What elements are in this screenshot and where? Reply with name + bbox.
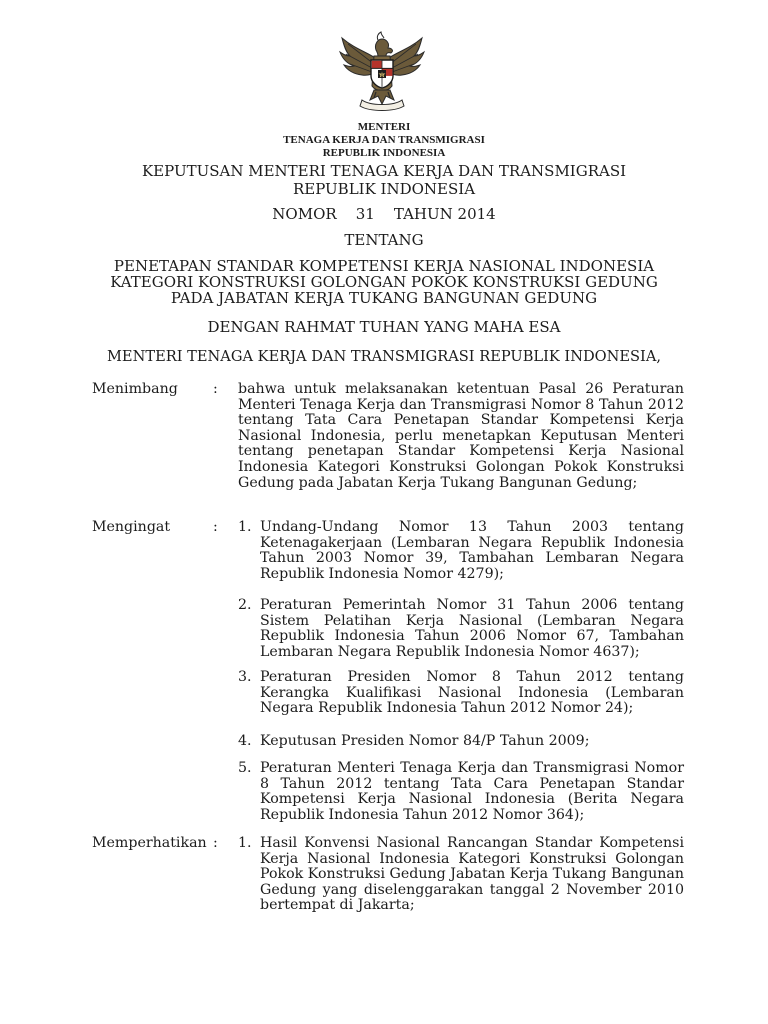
nomor-value: 31 [355,205,375,223]
list-item-number: 1. [238,519,252,535]
tentang-heading: TENTANG [344,231,424,249]
subject-line-1: PENETAPAN STANDAR KOMPETENSI KERJA NASIONAL INDONESIA [113,257,655,275]
subject-line-2: KATEGORI KONSTRUKSI GOLONGAN POKOK KONSTRUKSI GEDUNG [110,273,658,291]
subject-line-3: PADA JABATAN KERJA TUKANG BANGUNAN GEDUNG [170,289,598,307]
nomor-label: NOMOR [272,205,337,223]
list-item-number: 2. [238,597,252,613]
list-item-text: Hasil Konvensi Nasional Rancangan Standar Kompetensi Kerja Nasional Indonesia Kategori Konstruksi Golongan Pokok Konstruksi Gedung Jabatan Kerja Tukang Bangunan Gedung yang diselenggarakan tanggal 2 November 2010 bertempat di Jakarta; [260,835,684,914]
list-item-text: Keputusan Presiden Nomor 84/P Tahun 2009; [260,733,590,749]
header-minister: MENTERI [357,121,411,133]
header-republic: REPUBLIK INDONESIA [322,147,446,159]
list-item-text: Peraturan Presiden Nomor 8 Tahun 2012 tentang Kerangka Kualifikasi Nasional Indonesia (Lembaran Negara Republik Indonesia Tahun 2012 Nomor 24); [260,669,684,717]
decree-title-line-1: KEPUTUSAN MENTERI TENAGA KERJA DAN TRANSMIGRASI [141,162,627,180]
menimbang-label: Menimbang [92,381,178,397]
list-item-number: 5. [238,760,252,776]
mengingat-colon: : [213,519,218,535]
list-item-text: Peraturan Menteri Tenaga Kerja dan Transmigrasi Nomor 8 Tahun 2012 tentang Tata Cara Penetapan Standar Kompetensi Kerja Nasional Indonesia (Berita Negara Republik Indonesia Tahun 2012 Nomor 364); [260,760,684,823]
menimbang-text: bahwa untuk melaksanakan ketentuan Pasal 26 Peraturan Menteri Tenaga Kerja dan Transmigrasi Nomor 8 Tahun 2012 tentang Tata Cara Penetapan Standar Kompetensi Kerja Nasional Indonesia, perlu menetapkan Keputusan Menteri tentang penetapan Standar Kompetensi Kerja Nasional Indonesia Kategori Konstruksi Golongan Pokok Konstruksi Gedung pada Jabatan Kerja Tukang Bangunan Gedung; [238,381,684,491]
list-item-text: Undang-Undang Nomor 13 Tahun 2003 tentang Ketenagakerjaan (Lembaran Negara Republik Indonesia Tahun 2003 Nomor 39, Tambahan Lembaran Negara Republik Indonesia Nomor 4279); [260,519,684,582]
list-item-text: Peraturan Pemerintah Nomor 31 Tahun 2006 tentang Sistem Pelatihan Kerja Nasional (Lembaran Negara Republik Indonesia Tahun 2006 Nomor 67, Tambahan Lembaran Negara Republik Indonesia Nomor 4637); [260,597,684,660]
decree-number [0,205,768,223]
menimbang-colon: : [213,381,218,397]
mengingat-label: Mengingat [92,519,171,535]
list-item-number: 1. [238,835,252,851]
header-ministry: TENAGA KERJA DAN TRANSMIGRASI [283,134,485,146]
decree-title-line-2: REPUBLIK INDONESIA [292,180,476,198]
garuda-emblem-icon [334,30,430,112]
list-item-number: 3. [238,669,252,685]
minister-line: MENTERI TENAGA KERJA DAN TRANSMIGRASI REPUBLIK INDONESIA, [106,348,661,365]
tahun-label: TAHUN 2014 [393,205,496,223]
list-item-number: 4. [238,733,252,749]
memperhatikan-label: Memperhatikan [92,835,207,851]
memperhatikan-colon: : [213,835,218,851]
blessing-line: DENGAN RAHMAT TUHAN YANG MAHA ESA [207,318,561,336]
